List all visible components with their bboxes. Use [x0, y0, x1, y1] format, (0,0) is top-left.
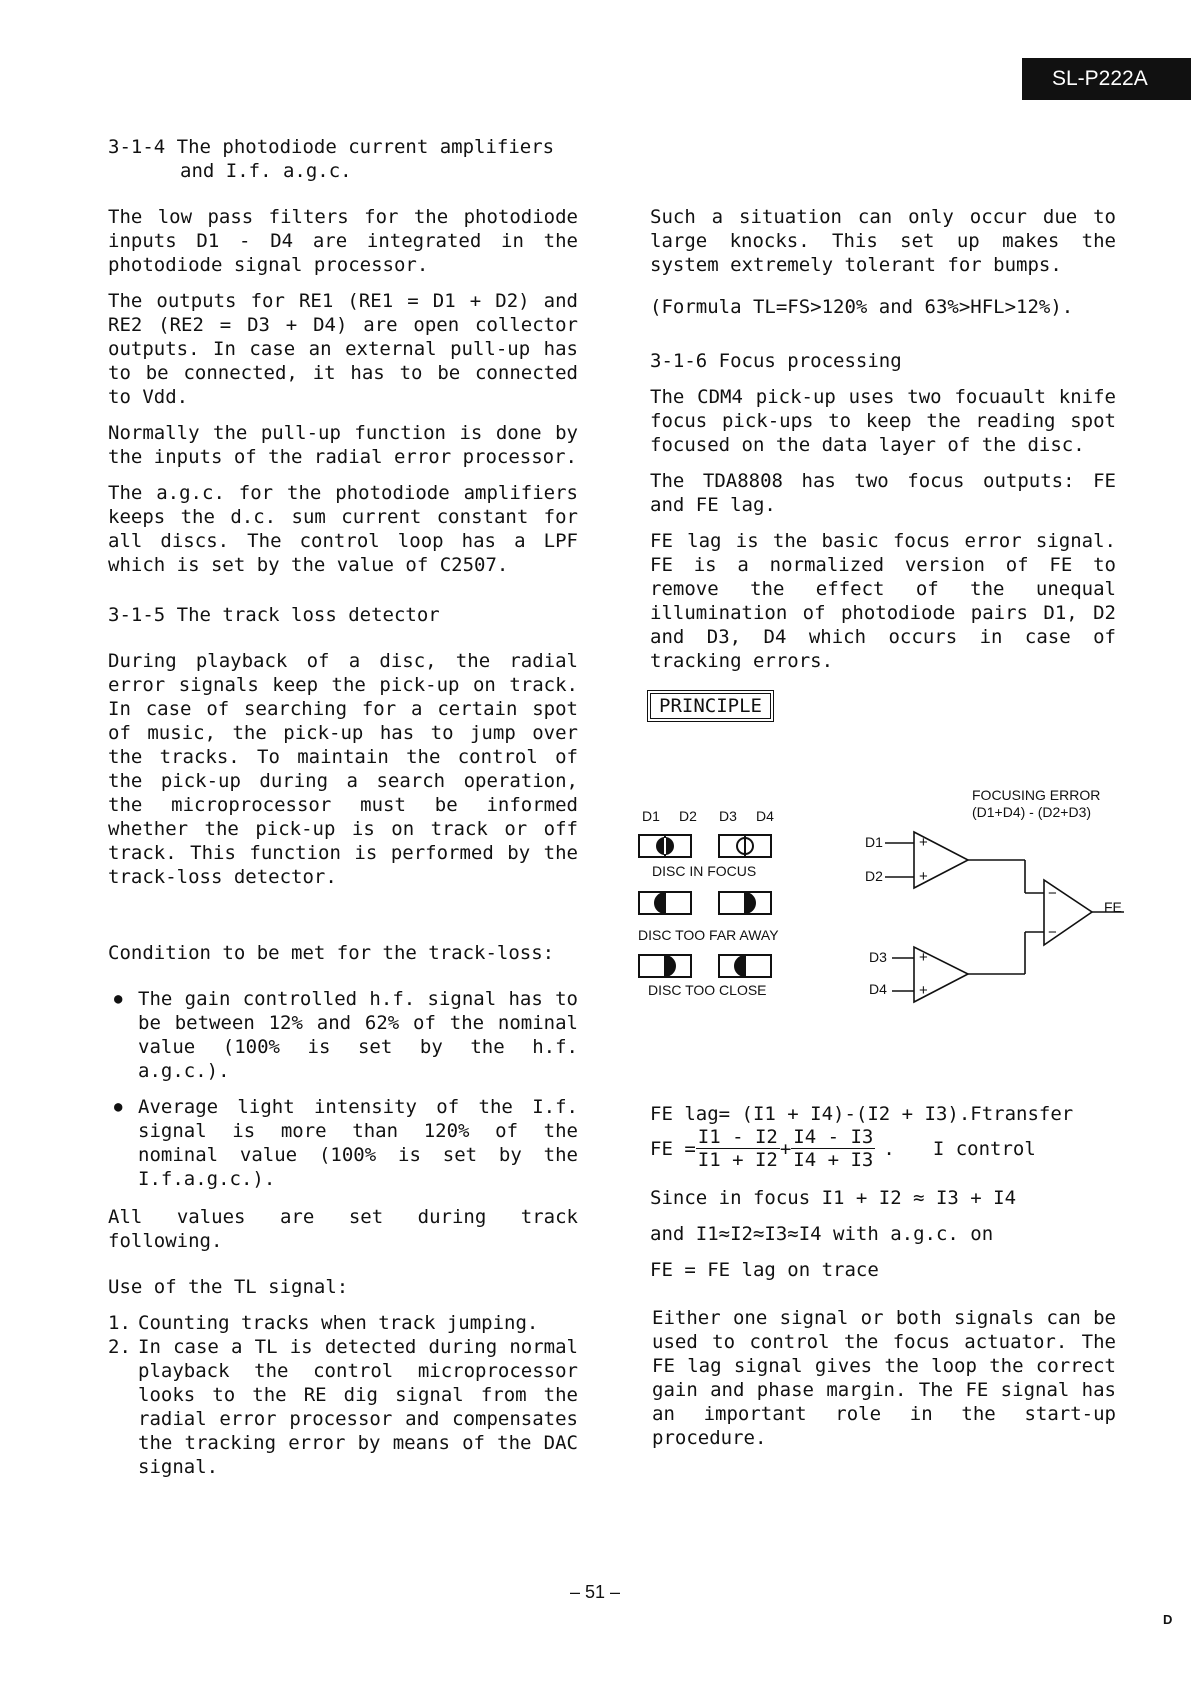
section-3-1-4-heading-cont: and I.f. a.g.c. [180, 160, 352, 182]
section-3-1-6-heading: 3-1-6 Focus processing [650, 350, 902, 372]
caption-in-focus: DISC IN FOCUS [652, 863, 757, 879]
fe-title-line2: (D1+D4) - (D2+D3) [972, 804, 1092, 820]
use-list [108, 1311, 578, 1479]
fe-output-label: FE [1104, 899, 1122, 915]
section-3-1-4-heading: 3-1-4 The photodiode current amplifiers [108, 136, 555, 158]
list-item: ● The gain controlled h.f. signal has to be between 12% and 62% of the nominal value (100% is set by the h.f. a.g.c.). [108, 987, 578, 1083]
fraction-2 [791, 1126, 875, 1171]
paragraph: All values are set during track following. [108, 1206, 578, 1252]
formula-note: (Formula TL=FS>120% and 63%>HFL>12%). [650, 296, 1074, 318]
paragraph: The low pass filters for the photodiode inputs D1 - D4 are integrated in the photodiode signal processor. [108, 206, 578, 276]
fe-title-line1: FOCUSING ERROR [972, 787, 1101, 803]
corner-mark: D [1163, 1612, 1173, 1627]
principle-label: PRINCIPLE [650, 693, 771, 719]
caption-too-close: DISC TOO CLOSE [648, 982, 767, 998]
section-3-1-5-heading: 3-1-5 The track loss detector [108, 604, 440, 626]
denominator: I4 + I3 [793, 1149, 874, 1171]
caption-too-far: DISC TOO FAR AWAY [638, 927, 779, 943]
paragraph: The a.g.c. for the photodiode amplifiers keeps the d.c. sum current constant for all discs. The control loop has a LPF which is set by the value of C2507. [108, 482, 578, 576]
d1-label: D1 [642, 808, 660, 824]
equation-agc: and I1≈I2≈I3≈I4 with a.g.c. on [650, 1223, 994, 1245]
list-text: In case a TL is detected during normal playback the control microprocessor looks to the RE dig signal from the radial error processor and compensates the tracking error by means of the DAC signal. [138, 1336, 578, 1478]
numerator: I1 - I2 [697, 1126, 778, 1148]
right-final-paragraph-wrap [652, 1306, 1116, 1462]
d2-label: D2 [679, 808, 697, 824]
list-item [108, 1335, 578, 1479]
paragraph: The CDM4 pick-up uses two focuault knife focus pick-ups to keep the reading spot focused on the data layer of the disc. [650, 386, 1116, 456]
list-number: 1. [108, 1312, 131, 1334]
input-d4-label: D4 [869, 981, 887, 997]
eq-dot: . [883, 1137, 895, 1160]
equation-fe [650, 1126, 1036, 1171]
input-d1-label: D1 [865, 834, 883, 850]
fraction-1 [696, 1126, 780, 1171]
page-number: – 51 – [570, 1582, 621, 1602]
equation-in-focus: Since in focus I1 + I2 ≈ I3 + I4 [650, 1187, 1017, 1209]
paragraph: During playback of a disc, the radial error signals keep the pick-up on track. In case of searching for a certain spot of music, the pick-up has to jump over the tracks. To maintain the control of the pick-up during a search operation, the microprocessor must be informed whether the pick-up is on track or off track. This function is performed by the track-loss detector. [108, 650, 578, 888]
denominator: I1 + I2 [697, 1149, 778, 1171]
input-d3-label: D3 [869, 949, 887, 965]
minus-sign: − [1048, 924, 1057, 941]
equation-fe-trace: FE = FE lag on trace [650, 1259, 879, 1281]
plus-sign: + [919, 982, 928, 999]
list-item [108, 1311, 578, 1335]
photodiode-too-close-icon [639, 955, 771, 977]
list-text: Counting tracks when track jumping. [138, 1312, 539, 1334]
amplifier-circuit [885, 832, 1124, 1002]
list-item: ● Average light intensity of the I.f. signal is more than 120% of the nominal value (100% is set by the I.f.a.g.c.). [108, 1095, 578, 1191]
paragraph: Normally the pull-up function is done by the inputs of the radial error processor. [108, 422, 578, 468]
eq-tail: I control [932, 1137, 1036, 1160]
model-tag: SL-P222A [1022, 58, 1191, 100]
paragraph: Either one signal or both signals can be used to control the focus actuator. The FE lag signal gives the loop the correct gain and phase margin. The FE signal has an important role in the start-up procedure. [652, 1307, 1116, 1449]
d3-label: D3 [719, 808, 737, 824]
plus-sign: + [919, 868, 928, 885]
plus-sign: + [919, 834, 928, 851]
focus-error-diagram [630, 780, 1130, 1020]
list-number: 2. [108, 1336, 131, 1358]
paragraph: The TDA8808 has two focus outputs: FE and FE lag. [650, 470, 1116, 516]
plus-sign: + [919, 949, 928, 966]
left-column [108, 135, 578, 1479]
photodiode-too-far-icon [639, 892, 771, 914]
input-d2-label: D2 [865, 868, 883, 884]
paragraph: Such a situation can only occur due to large knocks. This set up makes the system extremely tolerant for bumps. [650, 206, 1116, 276]
photodiode-in-focus-icon [639, 835, 771, 857]
condition-label: Condition to be met for the track-loss: [108, 942, 555, 964]
eq-lhs: FE = [650, 1137, 696, 1160]
condition-list [108, 987, 578, 1191]
paragraph: FE lag is the basic focus error signal. FE is a normalized version of FE to remove the effect of the unequal illumination of photodiode pairs D1, D2 and D3, D4 which occurs in case of tracking errors. [650, 530, 1116, 672]
paragraph: The outputs for RE1 (RE1 = D1 + D2) and RE2 (RE2 = D3 + D4) are open collector outputs. In case an external pull-up has to be connected, it has to be connected to Vdd. [108, 290, 578, 408]
eq-plus: + [779, 1137, 792, 1160]
numerator: I4 - I3 [793, 1126, 874, 1148]
minus-sign: − [1048, 885, 1057, 902]
equation-fe-lag: FE lag= (I1 + I4)-(I2 + I3).Ftransfer [650, 1103, 1074, 1125]
d4-label: D4 [756, 808, 774, 824]
right-column [650, 205, 1116, 719]
use-heading: Use of the TL signal: [108, 1276, 349, 1298]
